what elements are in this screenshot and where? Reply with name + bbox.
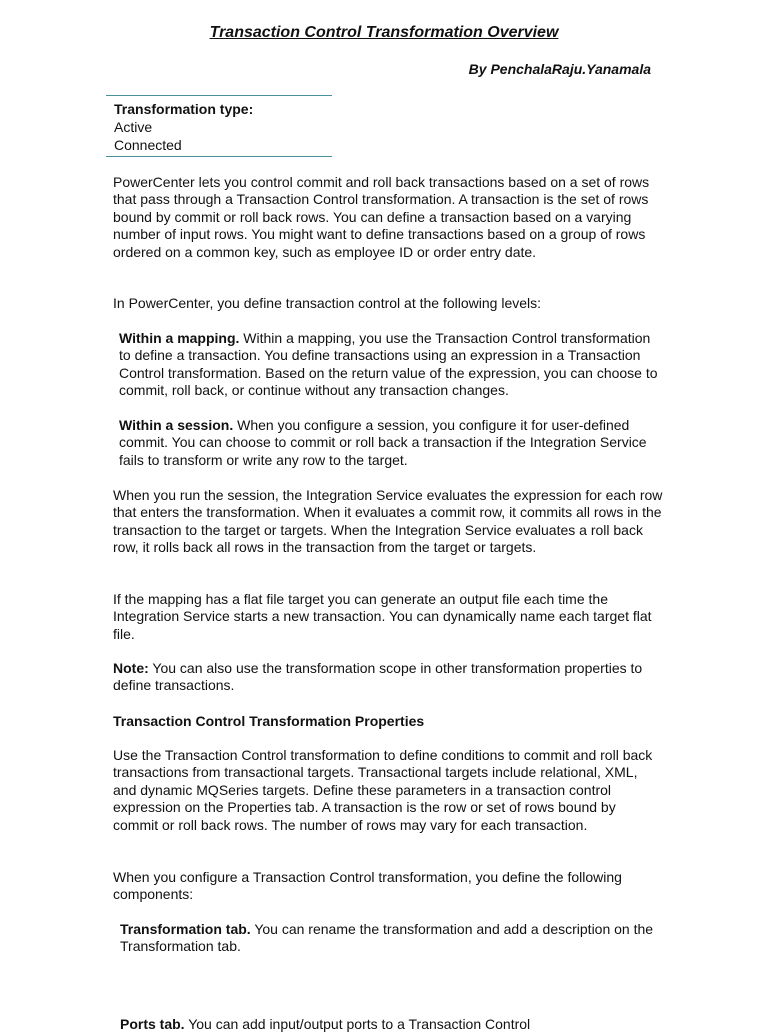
session-label: Within a session. xyxy=(119,417,234,433)
session-item xyxy=(119,417,664,469)
flat-file-paragraph: If the mapping has a flat file target you can generate an output file each time the Integration Service starts a new transaction. You can dynamically name each target flat file. xyxy=(113,591,652,642)
run-session-paragraph: When you run the session, the Integration Service evaluates the expression for each row that enters the transformation. When it evaluates a commit row, it commits all rows in the transaction to the target or targets. When the Integration Service evaluates a roll back row, it rolls back all rows in the transaction from the target or targets. xyxy=(113,487,663,556)
ports-tab-text: You can add input/output ports to a Transaction Control xyxy=(184,1016,531,1032)
type-box-label: Transformation type: xyxy=(114,101,254,117)
type-value-active: Active xyxy=(114,119,153,135)
transformation-tab-text: You can rename the transformation and add a description on the Transformation tab. xyxy=(120,921,654,955)
ports-tab-item xyxy=(120,1016,665,1033)
mapping-label: Within a mapping. xyxy=(119,330,240,346)
document-title: Transaction Control Transformation Overview xyxy=(209,24,559,41)
session-text: When you configure a session, you configure it for user-defined commit. You can choose to commit or roll back a transaction if the Integration Service fails to transform or write any row to the target. xyxy=(119,417,647,468)
note-text: You can also use the transformation scope in other transformation properties to define transactions. xyxy=(113,660,643,694)
mapping-item xyxy=(119,330,664,400)
note-label: Note: xyxy=(113,660,149,676)
transformation-tab-item xyxy=(120,921,665,956)
intro-paragraph: PowerCenter lets you control commit and roll back transactions based on a set of rows that pass through a Transaction Control transformation. A transaction is the set of rows bound by commit or roll back rows. You can define a transaction based on a varying number of input rows. You might want to define transactions based on a group of rows ordered on a common key, such as employee ID or order entry date. xyxy=(113,174,650,260)
transformation-tab-label: Transformation tab. xyxy=(120,921,251,937)
properties-heading: Transaction Control Transformation Properties xyxy=(113,713,425,729)
mapping-text: Within a mapping, you use the Transaction Control transformation to define a transaction. You define transactions using an expression in a Transaction Control transformation. Based on the return value of the expression, you can choose to commit, roll back, or continue without any transaction changes. xyxy=(119,330,658,399)
configure-paragraph: When you configure a Transaction Control transformation, you define the following components: xyxy=(113,869,622,903)
transformation-type-box xyxy=(106,95,332,157)
ports-tab-label: Ports tab. xyxy=(120,1016,185,1032)
type-value-connected: Connected xyxy=(114,137,182,153)
levels-paragraph: In PowerCenter, you define transaction control at the following levels: xyxy=(113,295,542,311)
properties-paragraph: Use the Transaction Control transformation to define conditions to commit and roll back transactions from transactional targets. Transactional targets include relational, XML, and dynamic MQSeries targets. Define these parameters in a transaction control expression on the Properties tab. A transaction is the row or set of rows bound by commit or roll back rows. The number of rows may vary for each transaction. xyxy=(113,747,653,833)
note-paragraph xyxy=(113,660,663,695)
author-line: By PenchalaRaju.Yanamala xyxy=(468,61,651,77)
